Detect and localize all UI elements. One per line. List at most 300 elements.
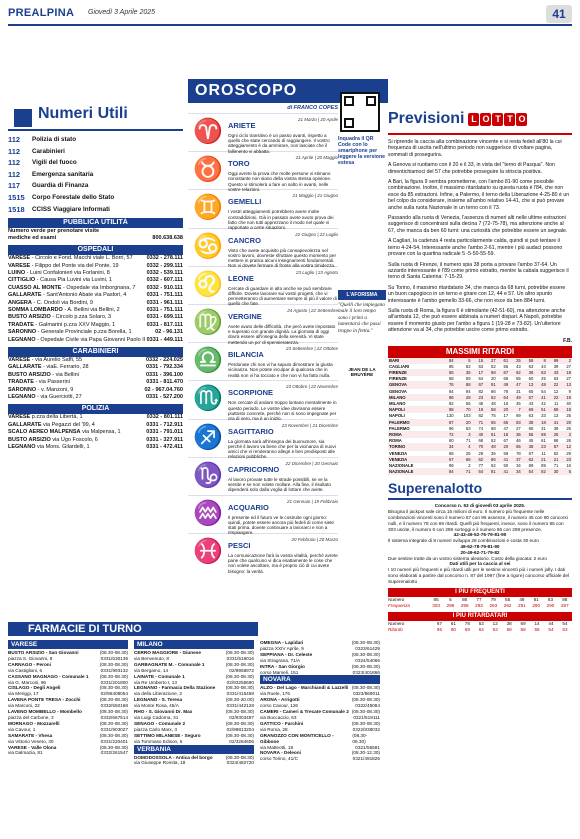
zodiac-toro-icon: ♉ [193,156,223,184]
contact-row [8,387,183,394]
superenalotto-para3: Due sestine tratte da un vostro sistema aleatorio. Costo della giocata: 2 euro [388,555,547,561]
freq-cell: 298 [446,602,455,608]
contact-row [8,444,183,451]
previsioni-signature: F.B. [563,337,572,344]
ritardo-value: 85 [438,363,455,369]
ritardo-value: 65 [497,419,510,425]
farmacia-info: (08.30-12.30) [351,750,380,756]
contact-city: TRADATE [8,321,34,328]
sign-vergine [188,304,338,345]
farmacia-info: (08.30-08.30) [225,720,254,726]
contact-phone: 0332 - 910.111 [146,284,183,291]
ritardo-value: 64 [497,394,510,400]
previsioni-paragraph: Sulla ruota di Roma, la figura 6 è stimolante (42-51-60), ma attenzione anche all'ambata 12, che può essere abbinata a numeri dispari. A Napoli, potrebbe essere il momento giusto per l'ambo a figura 1 (19-28 e 73-82). Un'ulteriore attenzione va al 34, che potrebbe uscire come primo estratto. [388,307,566,334]
farmacia-name: RHO - S. Giovanni Dr. Max [134,709,193,715]
contact-row [8,322,183,329]
freq-cell: 292 [503,602,512,608]
contact-name [8,372,79,379]
contact-row [8,277,183,284]
farmacia-info: 02/93255690 [226,679,254,685]
ritardo-value: 11 [547,400,560,406]
ritardo-value: 71 [472,419,485,425]
ritardo-value: 47 [497,425,510,431]
contact-name [8,307,120,314]
farmacia-name: via Marconi, 22 [8,703,40,709]
numeri-utili-section [8,105,183,615]
farmacia-name: CARNAGO - Peroni [8,661,51,667]
qr-corner [366,96,376,106]
ritardo-value: 82 [455,363,472,369]
sign-body: La giornata sarà all'insegna dei buonumore, sia perché il lavoro va bene che per la vicinanza di nuovi amici che vi renderanno allegri e ben predisposti alle relazioni pubbliche. [228,438,336,460]
sign-name: SAGITTARIO [228,426,274,436]
ritardo-value: 62 [484,463,497,469]
ritardo-value: 27 [559,363,572,369]
farmacia-name: CAMERI - Cameri & Trecate Comunale 2 [260,709,349,715]
ritardo-value: 36 [484,450,497,456]
ritardo-value: 51 [534,407,547,413]
sign-capricorno [188,457,338,495]
contact-row [8,255,183,262]
ritardo-value: 41 [534,394,547,400]
farmacia-info: (08.30-08.30) [225,754,254,760]
contact-city: SCALO AEREO MALPENSA [8,429,81,436]
ritardo-value: 88 [455,382,472,388]
contact-name [8,270,110,277]
sign-body: Cercate di guardare in alto anche se può sembrare difficile. Dovete lavorare sui vostri progetti, che vi permetteranno di aumentare sempre di più il valore di quello che fate. [228,285,337,307]
superenalotto-para4: I 10 numeri più frequenti e più ritardi utili per le sestine vincenti più i numeri jolly. I dati sono elaborati a partire dal concorso n. 87 del 1997 (fine a rigore) concorso ufficiale del Superenalotto [388,567,570,584]
zodiac-cancro-icon: ♋ [193,232,223,260]
farmacie-col [260,640,380,835]
sign-dates: 21 Marzo | 20 Aprile [297,117,338,122]
ruota-name: PALERMO [388,419,438,425]
contact-name [8,300,93,307]
page-number: 41 [546,5,572,23]
farmacia-name: LAVENO MOMBELLO - Mombello [8,709,82,715]
ritardo-value: 62 [472,456,485,462]
ritardo-value: 69 [522,407,535,413]
farmacia-info: (08.30-08.30) [352,732,368,744]
ritardo-value: 45 [509,400,522,406]
contact-row [8,270,183,277]
ruota-name: ROMA [388,432,438,438]
farmacia-name: piazza del Carbone, 3 [8,714,54,720]
contact-city: ANGERA [8,299,32,306]
contact-address: - Circolo p.zza Solaro, 3 [52,314,112,321]
freq-cell: 298 [460,602,469,608]
ritardo-value: 25 [559,425,572,431]
ritardo-value: 38 [522,419,535,425]
ritardo-value: 84 [438,388,455,394]
ritardo-value: 94 [455,388,472,394]
farmacia-info: 02/3284606 [229,738,254,744]
ruota-name: MILANO [388,394,438,400]
numero-label: CCISS Viaggiare Informati [32,205,110,213]
ritardo-value: 34 [509,463,522,469]
farmacia-info: 0323/61429 [355,645,380,651]
ritardo-value: 17 [497,413,510,419]
sign-text [228,153,338,192]
previsioni-paragraph: Su Torino, il massimo ritardatario 34, che manca da 68 turni, potrebbe essere un buon capogioco in un terno e girare con 12, 44 e 57. Un altro spunto interessante è l'ambo gemello 33-66, che non esce da ben 884 turni. [388,284,566,304]
ritardo-value: 18 [559,369,572,375]
lotto-letter: T [492,113,503,126]
numero-row [8,169,183,181]
numero-value: 112 [8,146,21,156]
sistema: 42-43-49-52-76-79-81-90 [453,532,507,538]
farmacia-name: via Benvenuto, 8 [134,655,169,661]
contact-row [8,337,183,344]
ritardo-value: 56 [522,432,535,438]
sign-name: BILANCIA [228,350,264,360]
concorso: Concorso n. 53 di giovedì 03 aprile 2025. [434,503,526,509]
ritardo-value: 67 [497,438,510,444]
farmacia-info: 0321/55581 [355,744,380,750]
ritardo-value: 25 [547,432,560,438]
page-header [8,4,572,26]
ritardo-value: 25 [534,376,547,382]
ritardo-value: 63 [522,363,535,369]
previsioni-title: Previsioni [388,110,465,127]
ruota-name: MILANO [388,400,438,406]
contact-city: VARESE [8,262,31,269]
contact-name [8,422,95,429]
farmacia-info: 0332/667514 [100,714,128,720]
freq-row-label: Numero [388,620,405,626]
ritardo-value: 71 [455,438,472,444]
contact-city: BUSTO ARSIZIO [8,371,51,378]
ritardo-value: 41 [497,456,510,462]
ritardo-value: 103 [455,413,472,419]
ritardo-value: 2 [559,358,572,364]
contact-address: via Ugo Foscolo, 6 [52,436,98,443]
contact-name [8,379,70,386]
contact-address: via Malpensa, 1 [82,429,121,436]
zodiac-pesci-icon: ♓ [193,538,223,566]
freq-cell: 58 [520,626,526,632]
aforisma-title: L'AFORISMA [338,290,386,300]
ruota-name: NAPOLI [388,413,438,419]
freq-cell: 287 [560,602,569,608]
polizia-title: POLIZIA [8,404,183,414]
contact-name [8,437,98,444]
contact-address: - Sant'Antonio Abate via Pastori, 4 [43,292,127,299]
ritardo-value: 43 [547,369,560,375]
zodiac-capricorno-icon: ♑ [193,461,223,489]
farmacia-info: (08.30-08.30) [351,663,380,669]
ritardo-value: 61 [534,438,547,444]
ritardo-value: 67 [547,444,560,450]
farmacia-name: via Dalmazia, 81 [8,750,43,756]
ritardo-value: 22 [547,394,560,400]
farmacia-info: (08.30-08.30) [99,744,128,750]
farmacia-info: 0322/45084 [355,703,380,709]
freq-cell: 14 [534,620,540,626]
oroscopo-column [188,105,338,615]
superenalotto-text [388,503,572,584]
ritardo-value: 23 [534,444,547,450]
farmacia-name: via G. Marconi, 96 [8,679,47,685]
ritardo-value: 3 [559,432,572,438]
sign-body: Perdonate chi non vi ha saputo dimostrare la giusta vicinanza. Non potete inculpar di qualcosa che in realtà non vi ha toccato e che non vi ha fatto nulla. [228,362,333,378]
lotto-letter: L [468,113,479,126]
ritardo-value: 25 [509,358,522,364]
ruota-name: FIRENZE [388,376,438,382]
numero-value: 1518 [8,204,25,214]
farmacia-name: corso Torino, 41/C [260,756,298,762]
freq-cell: 55 [505,596,511,602]
farmacia-name: GATTICO - Farchini [260,720,304,726]
ritardo-value: 36 [522,369,535,375]
farmacia-info: 0331/415468 [226,691,254,697]
sign-ariete [188,113,338,154]
ritardo-value: 19 [559,394,572,400]
ritardo-value: 78 [509,450,522,456]
ritardo-value: 68 [472,438,485,444]
ritardo-value: 20 [484,376,497,382]
aforisma-text: "Quelli che impiegano male il loro tempo sono i primi a lamentarsi che passi troppo in fretta." [338,302,385,334]
farmacia-info: 0331/442128 [226,703,254,709]
contact-phone: 0331 - 699.111 [146,314,183,321]
contact-row [8,300,183,307]
contact-phone: 0331 - 811.470 [146,379,183,386]
farmacia-name: CERRO MAGGIORE - Giunese [134,650,201,655]
farmacia-row [134,760,254,766]
ritardo-value: 76 [438,382,455,388]
ritardo-value: 52 [484,438,497,444]
ritardo-value: 19 [472,407,485,413]
farmacia-info: 02/9303497 [229,714,254,720]
contact-phone: 0331 - 817.111 [146,321,183,328]
freq-cell: 291 [518,602,526,608]
contact-city: GALLARATE [8,421,42,428]
combinazione-2: 20-49-62-71-79-82 [460,549,500,555]
farmacie-title: FARMACIE DI TURNO [8,622,258,636]
contact-address: - viaE. Ferrario, 28 [43,364,89,371]
ritardo-value: 46 [472,400,485,406]
ritardo-value: 63 [534,369,547,375]
freq-cell: 49 [519,596,525,602]
ritardo-value: 66 [497,376,510,382]
ritardo-value: 70 [455,407,472,413]
ritardo-value: 18 [559,407,572,413]
ritardo-value: 69 [534,432,547,438]
farmacia-info: (08.30-08.30) [99,697,128,703]
farmacia-info: (08.30-08.30) [225,661,254,667]
ritardo-value: 11 [534,450,547,456]
zodiac-sagittario-icon: ♐ [193,423,223,451]
farmacia-info: (08.30-08.30) [225,650,254,655]
ritardo-value: 55 [509,376,522,382]
ritardo-value: 71 [547,463,560,469]
numero-row [8,180,183,192]
contact-phone: 0332 - 539.111 [146,269,183,276]
freq-cell: 54 [548,626,554,632]
freq-cell: 58 [534,626,540,632]
farmacia-info: 0323/401866 [352,669,380,675]
contact-address: via Pegazzi del '99, 4 [43,421,95,428]
freq-cell: 88 [562,596,568,602]
ritardo-value: 22 [547,382,560,388]
ritardo-value: 87 [438,419,455,425]
sign-sagittario [188,419,338,460]
sign-scorpione [188,380,338,421]
sign-text [228,191,338,230]
contact-phone: 02 - 967.04.760 [144,386,183,393]
farmacia-name: piazza Carlo Marx, 3 [134,726,177,732]
ruota-name: VENEZIA [388,456,438,462]
ritardo-value: 43 [534,363,547,369]
farmacia-name: ALZO - Del Lago - Marchiandi & Lazzelli [260,685,349,691]
freq-row-label: Frequenza [388,602,410,608]
numero-value: 1515 [8,192,25,202]
farmacia-name: via Castiglioni, 6 [8,667,43,673]
farmacia-name: via Stragrana, 71/A [260,657,301,663]
contact-city: GALLARATE [8,292,42,299]
contact-city: VARESE [8,255,31,262]
numero-label: Guardia di Finanza [32,182,89,190]
contact-phone: 0331 - 472.411 [146,444,183,451]
ritardo-value: 54 [522,469,535,475]
zodiac-gemelli-icon: ♊ [193,194,223,222]
ritardo-value: 37 [509,456,522,462]
contact-name [8,314,111,321]
freq-cell: 293 [475,602,483,608]
numero-label: Emergenza sanitaria [32,170,94,178]
ritardo-value: 58 [438,376,455,382]
farmacia-name: CISLAGO - Degli Angeli [8,685,61,691]
numero-row [8,134,183,146]
contact-row [8,357,183,364]
farmacia-name: BUSTO ARSIZIO - San Giovanni [8,650,79,655]
lotto-logo [468,113,527,126]
contact-row [8,307,183,314]
farmacia-name: LEGNANO - Farmacia Della Stazione [134,685,216,691]
farmacia-info: (08.30-08.30) [351,685,380,691]
lotto-letter: T [504,113,515,126]
farmacia-name: NOVARA - Deleoni [260,750,301,756]
sign-gemelli [188,189,338,230]
contact-name [8,263,119,270]
contact-address: - Ospedale Civile via Papa Giovanni Paolo II [37,336,146,343]
farmacia-info: 0324/482720 [226,760,254,766]
ritardo-value: 18 [497,432,510,438]
ritardo-value: 46 [509,438,522,444]
farmacia-name: via Giuseppe Romita, 18 [134,760,186,766]
ritardo-value: 64 [472,376,485,382]
farmacia-name: via Bergamo, 14 [134,667,169,673]
freq-row-label: Numero [388,596,405,602]
freq-cell: 78 [464,620,470,626]
numero-value: 112 [8,135,21,144]
lotto-column [388,105,572,835]
zodiac-ariete-icon: ♈ [193,118,223,145]
ritardo-value: 43 [522,400,535,406]
previsioni-paragraph: A Cagliari, la cadenza 4 resta particolarmente calda, quindi si può tentare il terno 4-24-54. Interessante anche l'ambo 2-61, mentre i più audaci possono provare con la quartina radicale 5 -5-50-55-59. [388,238,563,258]
farmacia-name: ARONA - Arrigotti [260,697,300,703]
farmacia-name: SAMARATE - Vhesa [8,732,53,738]
farmacia-name: INTRA - San Giorgio [260,663,305,669]
ritardo-value: 13 [559,382,572,388]
qr-code[interactable] [340,92,380,132]
farmacia-name: MORNAGO - Mozzarelli [8,720,60,726]
farmacia-row [8,750,128,756]
zodiac-acquario-icon: ♒ [193,499,223,527]
contact-name [8,414,83,421]
farmacia-name: via Vittorio Veneto, 30 [8,738,54,744]
ruota-name: VENEZIA [388,450,438,456]
farmacie-area: VERBANIA [134,745,254,754]
ruota-name: NAPOLI [388,407,438,413]
oroscopo-title: OROSCOPO [195,82,298,99]
sign-name: CANCRO [228,235,261,245]
farmacia-info: (08.30-08.30) [351,720,380,726]
ritardo-value: 84 [438,469,455,475]
ritardo-value: 89 [534,463,547,469]
ritardo-value: 5 [559,469,572,475]
contact-city: VARESE [8,414,31,421]
ritardo-value: 25 [455,450,472,456]
contact-phone: 0331 - 712.911 [146,421,183,428]
carabinieri-title: CARABINIERI [8,347,183,357]
pubblica-utilita-title: PUBBLICA UTILITÀ [8,218,183,228]
farmacie-area: VARESE [8,640,128,649]
numero-row [8,204,183,216]
sign-name: TORO [228,159,250,169]
ritardo-value: 3 [455,432,472,438]
ritardo-value: 78 [497,388,510,394]
ritardo-value: 75 [484,413,497,419]
farmacia-name: via Re Umberto I, 13 [134,679,177,685]
pubblica-utilita-number: 800.638.638 [152,234,183,241]
farmacia-info: (08.30-08.30) [99,650,128,655]
freq-cell: 53 [562,626,568,632]
contact-name [8,429,121,436]
ritardo-value: 62 [484,394,497,400]
ritardo-value: 21 [534,456,547,462]
farmacia-info: 0332/550168 [100,703,128,709]
ritardo-value: 66 [547,438,560,444]
ritardo-value: 16 [497,400,510,406]
contact-name [8,357,82,364]
farmacia-name: LAVENA PONTE TRESA - Zocchi [8,697,81,703]
contact-address: - via Guerciotti, 27 [37,394,82,401]
piu-ritardatari-table [388,621,572,633]
contact-row [8,429,183,436]
ritardo-value: 56 [455,400,472,406]
ritardo-value: 52 [484,363,497,369]
freq-cell: 96 [436,626,443,632]
sign-body: Il presente ed il futuro ve le costruite ogni giorno: quindi, potete essere ancora più fedeli di come siete stati prima, dovete continuare a lavorarci e non a rimpiangere. [228,514,334,536]
ritardo-value: 86 [484,388,497,394]
sign-dates: 23 Ottobre | 22 Novembre [286,384,338,390]
ruota-name: NAZIONALE [388,469,438,475]
contact-row [8,263,183,270]
ritardo-value: 58 [484,369,497,375]
farmacia-info: (08.30-08.30) [99,720,128,726]
sign-text [228,344,338,380]
contact-city: LEGNANO [8,336,36,343]
ritardo-value: 34 [509,469,522,475]
numeri-list [8,134,183,215]
ritardo-value: 18 [534,419,547,425]
ritardo-value: 12 [547,388,560,394]
combinazione-1: 49-62-78-79-81-90 [460,544,500,549]
contact-city: SARONNO [8,329,37,336]
farmacia-info: 02/9958972 [229,667,254,673]
ritardo-value: 27 [559,376,572,382]
contact-row [8,364,183,371]
farmacia-name: via Meriggi, 17 [8,691,39,697]
contact-name [8,322,115,329]
